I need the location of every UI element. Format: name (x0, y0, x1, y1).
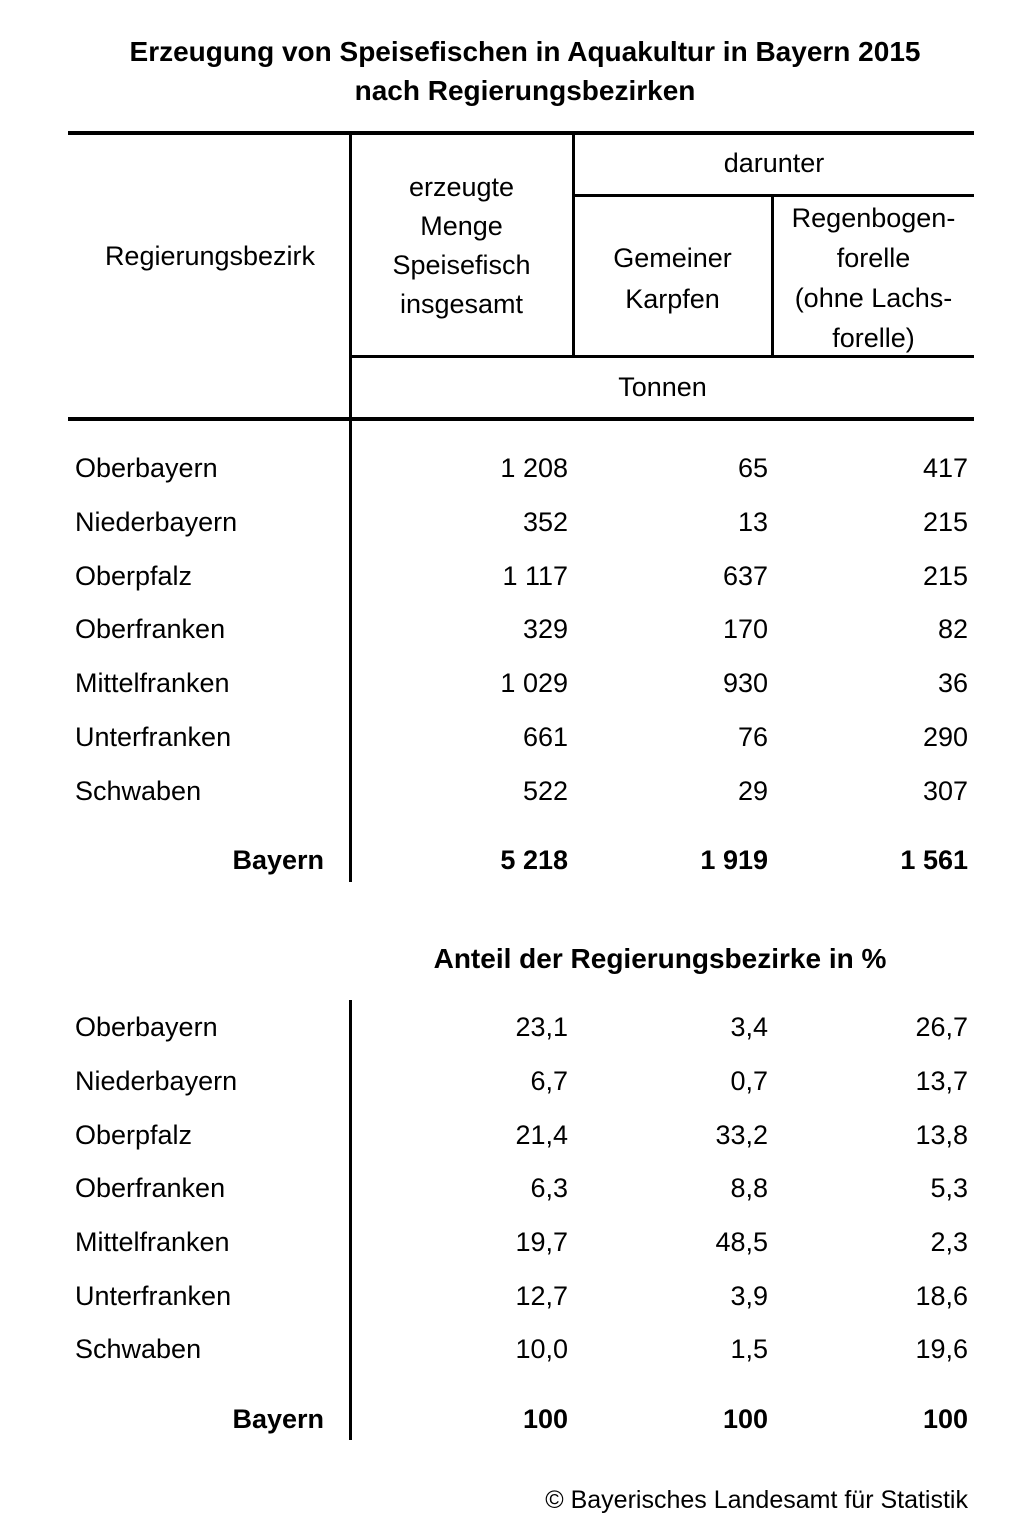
value-karpfen: 13 (737, 507, 768, 537)
header-erzeugte-line-4: insgesamt (399, 289, 524, 319)
region-label: Unterfranken (75, 1281, 232, 1311)
value-karpfen: 1 919 (700, 845, 768, 875)
table-title-line-1: Erzeugung von Speisefischen in Aquakultur in Bayern 2015 (129, 36, 921, 67)
value-total: 12,7 (515, 1281, 568, 1311)
region-label: Mittelfranken (75, 1227, 230, 1257)
table-row (0, 721, 1028, 775)
value-forelle: 13,7 (915, 1066, 968, 1096)
value-total: 1 117 (502, 561, 568, 591)
value-forelle: 417 (922, 453, 968, 483)
value-total: 329 (522, 614, 568, 644)
table-row (0, 775, 1028, 829)
table-row (0, 1226, 1028, 1280)
value-forelle: 5,3 (930, 1173, 968, 1203)
value-karpfen: 48,5 (715, 1227, 768, 1257)
header-top-rule (68, 131, 974, 135)
value-karpfen: 930 (722, 668, 768, 698)
table-row (0, 1119, 1028, 1173)
value-forelle: 1 561 (900, 845, 968, 875)
section-heading-anteil: Anteil der Regierungsbezirke in % (433, 943, 887, 974)
value-karpfen: 76 (737, 722, 768, 752)
value-forelle: 290 (922, 722, 968, 752)
header-forelle-line-4: forelle) (832, 323, 915, 353)
header-forelle-line-2: forelle (836, 243, 911, 273)
header-unit-tonnen: Tonnen (618, 372, 707, 402)
value-forelle: 26,7 (915, 1012, 968, 1042)
header-regenbogenforelle (773, 198, 974, 358)
value-karpfen: 1,5 (730, 1334, 768, 1364)
value-forelle: 215 (922, 561, 968, 591)
value-forelle: 13,8 (915, 1120, 968, 1150)
copyright-footer: © Bayerisches Landesamt für Statistik (545, 1486, 968, 1514)
table-row (0, 667, 1028, 721)
region-label: Oberpfalz (75, 1120, 193, 1150)
region-label-total: Bayern (232, 1404, 324, 1434)
table-row (0, 1065, 1028, 1119)
region-label: Schwaben (75, 1334, 202, 1364)
header-erzeugte-line-1: erzeugte (408, 172, 515, 202)
header-erzeugte-line-3: Speisefisch (392, 250, 531, 280)
header-erzeugte-line-2: Menge (420, 211, 503, 241)
value-karpfen: 170 (722, 614, 768, 644)
table-row (0, 1333, 1028, 1387)
region-label: Mittelfranken (75, 668, 230, 698)
value-forelle: 19,6 (915, 1334, 968, 1364)
header-erzeugte-menge (351, 168, 572, 324)
header-regierungsbezirk: Regierungsbezirk (104, 241, 316, 271)
region-label: Oberpfalz (75, 561, 193, 591)
value-total: 661 (522, 722, 568, 752)
value-total: 6,3 (530, 1173, 568, 1203)
value-total: 21,4 (515, 1120, 568, 1150)
value-total: 100 (522, 1404, 568, 1434)
value-karpfen: 3,9 (730, 1281, 768, 1311)
header-darunter: darunter (723, 148, 825, 178)
table-row (0, 506, 1028, 560)
region-label: Niederbayern (75, 507, 238, 537)
region-label: Oberfranken (75, 614, 226, 644)
region-label: Oberbayern (75, 1012, 218, 1042)
region-label-total: Bayern (232, 845, 324, 875)
value-total: 522 (522, 776, 568, 806)
table-row (0, 1280, 1028, 1334)
value-forelle: 100 (922, 1404, 968, 1434)
table-row (0, 452, 1028, 506)
table-row-total (0, 1403, 1028, 1457)
value-karpfen: 3,4 (730, 1012, 768, 1042)
region-label: Schwaben (75, 776, 202, 806)
header-gemeiner-karpfen (574, 238, 771, 320)
value-total: 6,7 (530, 1066, 568, 1096)
region-label: Unterfranken (75, 722, 232, 752)
value-total: 5 218 (500, 845, 568, 875)
value-karpfen: 0,7 (730, 1066, 768, 1096)
header-bottom-rule (68, 417, 974, 421)
value-forelle: 307 (922, 776, 968, 806)
value-karpfen: 8,8 (730, 1173, 768, 1203)
darunter-rule (573, 194, 974, 197)
value-forelle: 2,3 (930, 1227, 968, 1257)
region-label: Niederbayern (75, 1066, 238, 1096)
value-total: 19,7 (515, 1227, 568, 1257)
value-karpfen: 29 (737, 776, 768, 806)
value-total: 1 029 (500, 668, 568, 698)
header-forelle-line-1: Regenbogen- (791, 203, 956, 233)
value-forelle: 36 (937, 668, 968, 698)
table-title-line-2: nach Regierungsbezirken (354, 75, 696, 106)
header-karpfen-line-2: Karpfen (625, 284, 720, 314)
value-total: 10,0 (515, 1334, 568, 1364)
table-row (0, 613, 1028, 667)
region-label: Oberbayern (75, 453, 218, 483)
table-row (0, 1011, 1028, 1065)
value-karpfen: 637 (722, 561, 768, 591)
table-row (0, 1172, 1028, 1226)
value-total: 352 (522, 507, 568, 537)
header-karpfen-line-1: Gemeiner (613, 243, 732, 273)
value-forelle: 18,6 (915, 1281, 968, 1311)
region-label: Oberfranken (75, 1173, 226, 1203)
value-karpfen: 33,2 (715, 1120, 768, 1150)
value-forelle: 82 (937, 614, 968, 644)
value-total: 1 208 (500, 453, 568, 483)
value-total: 23,1 (515, 1012, 568, 1042)
value-karpfen: 100 (722, 1404, 768, 1434)
value-forelle: 215 (922, 507, 968, 537)
table-row (0, 560, 1028, 614)
header-forelle-line-3: (ohne Lachs- (794, 283, 953, 313)
value-karpfen: 65 (737, 453, 768, 483)
table-row-total (0, 844, 1028, 898)
